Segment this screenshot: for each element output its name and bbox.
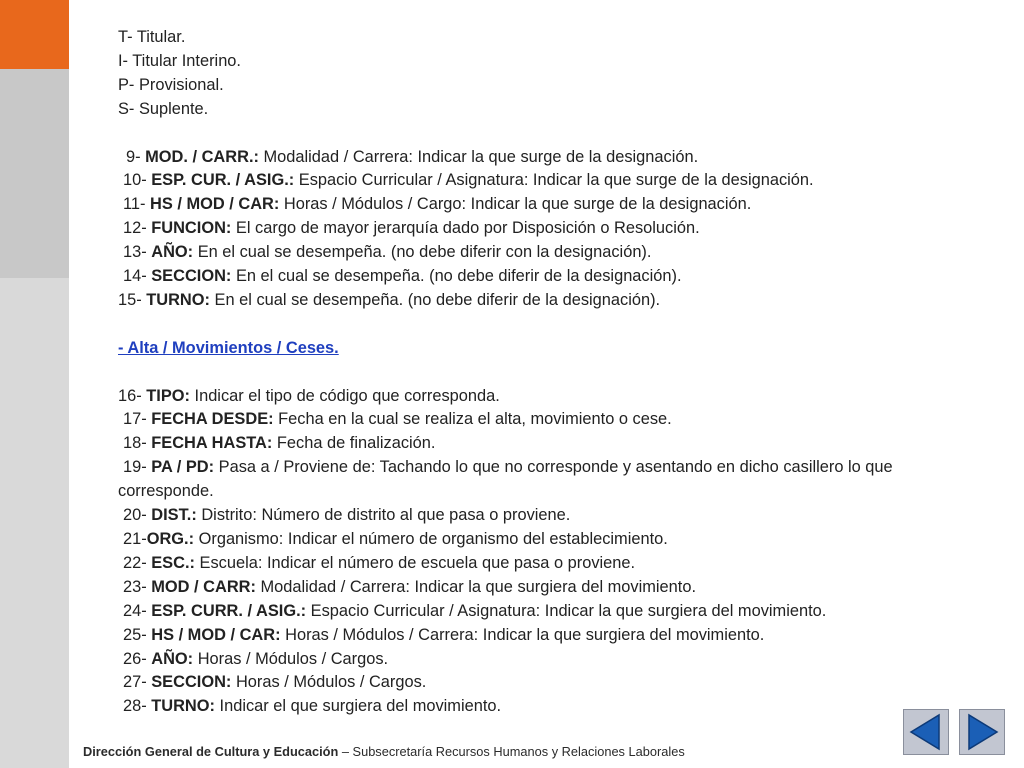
list-item: 18- FECHA HASTA: Fecha de finalización.	[123, 434, 436, 453]
list-item: 20- DIST.: Distrito: Número de distrito al que pasa o proviene.	[123, 506, 571, 525]
legend-item: T- Titular.	[118, 28, 186, 46]
list-item: 24- ESP. CURR. / ASIG.: Espacio Curricular / Asignatura: Indicar la que surgiera del movimiento.	[123, 601, 827, 620]
list-item: 25- HS / MOD / CAR: Horas / Módulos / Carrera: Indicar la que surgiera del movimiento.	[123, 625, 765, 644]
previous-slide-button[interactable]	[903, 709, 949, 755]
sidebar-gray-block	[0, 69, 69, 278]
legend-item: S- Suplente.	[118, 99, 209, 118]
section-link-alta-movimientos-ceses[interactable]: - Alta / Movimientos / Ceses.	[118, 338, 339, 357]
footer-org: Dirección General de Cultura y Educación	[83, 744, 339, 759]
list-item: 22- ESC.: Escuela: Indicar el número de escuela que pasa o proviene.	[123, 553, 636, 572]
section-heading	[118, 337, 948, 361]
footer-dept: – Subsecretaría Recursos Humanos y Relaciones Laborales	[338, 744, 685, 759]
legend-item: P- Provisional.	[118, 75, 224, 94]
spacer	[118, 361, 948, 385]
list-item: 10- ESP. CUR. / ASIG.: Espacio Curricular / Asignatura: Indicar la que surge de la designación.	[123, 171, 814, 190]
spacer	[118, 122, 948, 146]
list-item: 11- HS / MOD / CAR: Horas / Módulos / Cargo: Indicar la que surge de la designación.	[123, 195, 752, 214]
legend-item: I- Titular Interino.	[118, 51, 241, 70]
list-item: 28- TURNO: Indicar el que surgiera del movimiento.	[123, 697, 502, 716]
list-item: 9- MOD. / CARR.: Modalidad / Carrera: Indicar la que surge de la designación.	[126, 147, 699, 166]
list-item: 26- AÑO: Horas / Módulos / Cargos.	[123, 649, 389, 668]
list-item: 12- FUNCION: El cargo de mayor jerarquía dado por Disposición o Resolución.	[123, 219, 700, 238]
list-item: 17- FECHA DESDE: Fecha en la cual se realiza el alta, movimiento o cese.	[123, 410, 672, 429]
list-item: 19- PA / PD: Pasa a / Proviene de: Tachando lo que no corresponde y asentando en dicho casillero lo que corresponde.	[118, 458, 893, 501]
list-item: 21-ORG.: Organismo: Indicar el número de organismo del establecimiento.	[123, 529, 668, 548]
list-item: 16- TIPO: Indicar el tipo de código que corresponda.	[118, 386, 500, 405]
next-slide-button[interactable]	[959, 709, 1005, 755]
list-item: 13- AÑO: En el cual se desempeña. (no debe diferir con la designación).	[123, 243, 652, 262]
triangle-right-icon	[960, 710, 1004, 754]
list-item: 23- MOD / CARR: Modalidad / Carrera: Indicar la que surgiera del movimiento.	[123, 577, 696, 596]
list-item: 14- SECCION: En el cual se desempeña. (no debe diferir de la designación).	[123, 267, 682, 286]
orange-accent-block	[0, 0, 69, 69]
footer	[83, 744, 685, 759]
list-item: 27- SECCION: Horas / Módulos / Cargos.	[123, 673, 427, 692]
spacer	[118, 313, 948, 337]
list-item: 15- TURNO: En el cual se desempeña. (no debe diferir de la designación).	[118, 290, 661, 309]
triangle-left-icon	[904, 710, 948, 754]
slide-content	[118, 26, 948, 719]
